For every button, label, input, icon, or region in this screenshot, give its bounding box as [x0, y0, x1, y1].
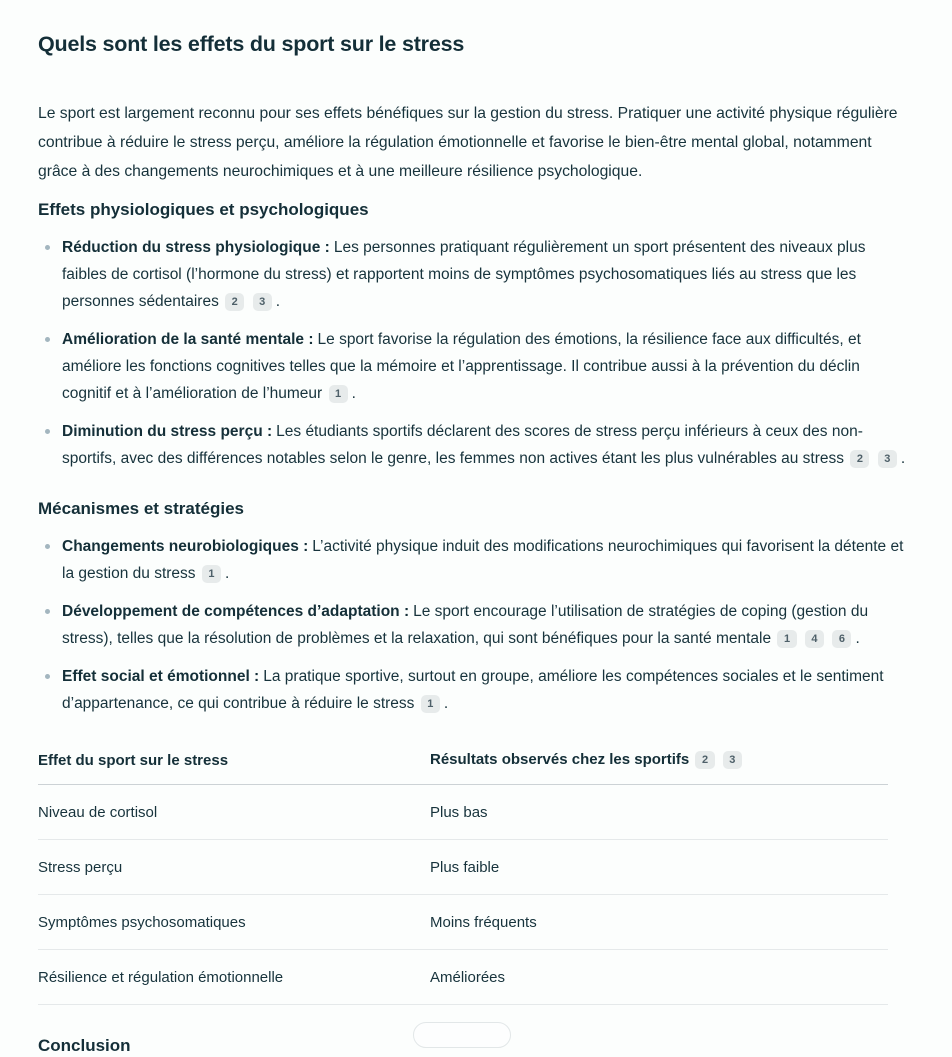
list-item	[38, 418, 910, 472]
cell-effect: Niveau de cortisol	[38, 785, 430, 840]
bullet-list-mecanismes	[38, 533, 910, 717]
cell-effect: Résilience et régulation émotionnelle	[38, 950, 430, 1005]
column-header-label: Effet du sport sur le stress	[38, 751, 229, 769]
bullet-text: Le sport encourage l’utilisation de stratégies de coping (gestion du stress), telles que la résolution de problèmes et la relaxation, qui sont bénéfiques pour la santé mentale	[62, 603, 869, 647]
citation-badge[interactable]: 1	[329, 385, 348, 403]
cell-result: Plus bas	[430, 785, 888, 840]
section-heading-physio: Effets physiologiques et psychologiques	[38, 200, 369, 219]
list-item	[38, 663, 910, 717]
cell-result: Améliorées	[430, 950, 888, 1005]
citation-badge[interactable]: 4	[805, 630, 824, 648]
bullet-lead: Diminution du stress perçu :	[62, 423, 273, 440]
citation-badge[interactable]: 1	[202, 565, 221, 583]
list-item	[38, 326, 910, 407]
table-row	[38, 785, 888, 840]
table-header-effect	[38, 751, 430, 785]
citation-badge[interactable]: 6	[832, 630, 851, 648]
list-item	[38, 533, 910, 587]
page-title: Quels sont les effets du sport sur le stress	[38, 32, 465, 56]
bullet-icon	[45, 337, 50, 342]
bullet-lead: Effet social et émotionnel :	[62, 668, 260, 685]
bullet-text: Les étudiants sportifs déclarent des scores de stress perçu inférieurs à ceux des non-sportifs, avec des différences notables selon le genre, les femmes non actives étant les plus vulnérables au stress	[62, 423, 863, 467]
bullet-lead: Changements neurobiologiques :	[62, 538, 309, 555]
citation-badge[interactable]: 3	[878, 450, 897, 468]
column-header-label: Résultats observés chez les sportifs	[430, 751, 690, 768]
table-header-row	[38, 751, 888, 785]
table-row	[38, 840, 888, 895]
intro-paragraph: Le sport est largement reconnu pour ses effets bénéfiques sur la gestion du stress. Pratiquer une activité physique régulière contribue à réduire le stress perçu, améliore la régulation émotionnelle et favorise le bien-être mental global, notamment grâce à des changements neurochimiques et à une meilleure résilience psychologique.	[38, 105, 898, 180]
citation-badge[interactable]: 2	[850, 450, 869, 468]
sentence-period: .	[351, 385, 356, 402]
citation-badge[interactable]: 2	[225, 293, 244, 311]
cell-result: Plus faible	[430, 840, 888, 895]
list-item	[38, 598, 910, 652]
bullet-icon	[45, 674, 50, 679]
bullet-lead: Développement de compétences d’adaptation :	[62, 603, 410, 620]
table-header-results	[430, 751, 888, 785]
section-heading-conclusion: Conclusion	[38, 1036, 131, 1055]
bullet-lead: Réduction du stress physiologique :	[62, 239, 330, 256]
bullet-list-physio	[38, 234, 910, 472]
bullet-lead: Amélioration de la santé mentale :	[62, 331, 314, 348]
bullet-icon	[45, 544, 50, 549]
bullet-text: L’activité physique induit des modifications neurochimiques qui favorisent la détente et la gestion du stress	[62, 538, 904, 582]
bullet-icon	[45, 245, 50, 250]
bullet-text: La pratique sportive, surtout en groupe, améliore les compétences sociales et le sentiment d’appartenance, ce qui contribue à réduire le stress	[62, 668, 884, 712]
bullet-text: Le sport favorise la régulation des émotions, la résilience face aux difficultés, et améliore les fonctions cognitives telles que la mémoire et l’apprentissage. Il contribue aussi à la prévention du déclin cognitif et à l’amélioration de l’humeur	[62, 331, 861, 402]
citation-badge[interactable]: 3	[253, 293, 272, 311]
section-heading-mecanismes: Mécanismes et stratégies	[38, 499, 244, 518]
sentence-period: .	[275, 293, 281, 310]
cell-effect: Symptômes psychosomatiques	[38, 895, 430, 950]
sentence-period: .	[855, 630, 860, 647]
bullet-text: Les personnes pratiquant régulièrement un sport présentent des niveaux plus faibles de cortisol (l’hormone du stress) et rapportent moins de symptômes psychosomatiques liés au stress que les personnes sédentaires	[62, 239, 866, 310]
sentence-period: .	[224, 565, 230, 582]
sentence-period: .	[900, 450, 906, 467]
table-row	[38, 895, 888, 950]
table-row	[38, 950, 888, 1005]
citation-badge[interactable]: 2	[695, 751, 714, 769]
citation-badge[interactable]: 1	[421, 695, 440, 713]
citation-badge[interactable]: 3	[723, 751, 742, 769]
citation-badge[interactable]: 1	[777, 630, 796, 648]
bullet-icon	[45, 609, 50, 614]
sentence-period: .	[443, 695, 449, 712]
cell-result: Moins fréquents	[430, 895, 888, 950]
list-item	[38, 234, 910, 315]
bullet-icon	[45, 429, 50, 434]
cell-effect: Stress perçu	[38, 840, 430, 895]
effects-table	[38, 751, 888, 1005]
partial-pill-button[interactable]	[413, 1022, 511, 1048]
